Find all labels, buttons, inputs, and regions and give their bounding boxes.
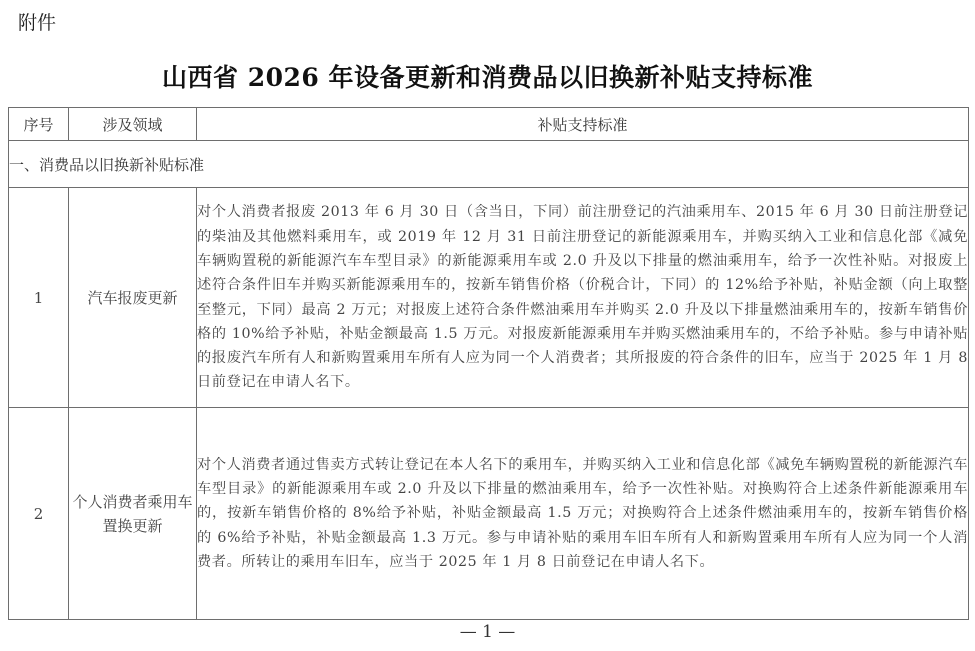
column-header-field: 涉及领域: [69, 108, 197, 141]
row-standard: 对个人消费者报废 2013 年 6 月 30 日（含当日，下同）前注册登记的汽油乘用车、2015 年 6 月 30 日前注册登记的柴油及其他燃料乘用车，或 2019 年 12 月 31 日前注册登记的新能源乘用车，并购买纳入工业和信息化部《减免车辆购置税的新能源汽车车型目录》的新能源乘用车或 2.0 升及以下排量的燃油乘用车，给予一次性补贴。对报废上述符合条件旧车并购买新能源乘用车的，按新车销售价格（价税合计，下同）的 12%给予补贴，补贴金额（向上取整至整元，下同）最高 2 万元；对报废上述符合条件燃油乘用车并购买 2.0 升及以下排量燃油乘用车的，按新车销售价格的 10%给予补贴，补贴金额最高 1.5 万元。对报废新能源乘用车并购买燃油乘用车的，不给予补贴。参与申请补贴的报废汽车所有人和新购置乘用车所有人应为同一个人消费者；其所报废的符合条件的旧车，应当于 2025 年 1 月 8 日前登记在申请人名下。: [197, 188, 969, 408]
column-header-standard: 补贴支持标准: [197, 108, 969, 141]
row-number: 1: [9, 188, 69, 408]
table-row: [9, 408, 969, 620]
section-heading: 一、消费品以旧换新补贴标准: [9, 141, 969, 188]
row-standard: 对个人消费者通过售卖方式转让登记在本人名下的乘用车，并购买纳入工业和信息化部《减免车辆购置税的新能源汽车车型目录》的新能源乘用车或 2.0 升及以下排量的燃油乘用车，给予一次性补贴。对换购符合上述条件新能源乘用车的，按新车销售价格的 8%给予补贴，补贴金额最高 1.5 万元；对换购符合上述条件燃油乘用车的，按新车销售价格的 6%给予补贴，补贴金额最高 1.3 万元。参与申请补贴的乘用车旧车所有人和新购置乘用车所有人应为同一个人消费者。所转让的乘用车旧车，应当于 2025 年 1 月 8 日前登记在申请人名下。: [197, 408, 969, 620]
table-header-row: [9, 108, 969, 141]
table-row: [9, 188, 969, 408]
row-field: 汽车报废更新: [69, 188, 197, 408]
page-number: — 1 —: [459, 622, 516, 642]
document-title: 山西省 2026 年设备更新和消费品以旧换新补贴支持标准: [162, 63, 813, 92]
row-field: 个人消费者乘用车置换更新: [69, 408, 197, 620]
column-header-number: 序号: [9, 108, 69, 141]
attachment-label: 附件: [18, 12, 57, 34]
row-number: 2: [9, 408, 69, 620]
subsidy-standards-table: [8, 107, 969, 620]
section-row: [9, 141, 969, 188]
